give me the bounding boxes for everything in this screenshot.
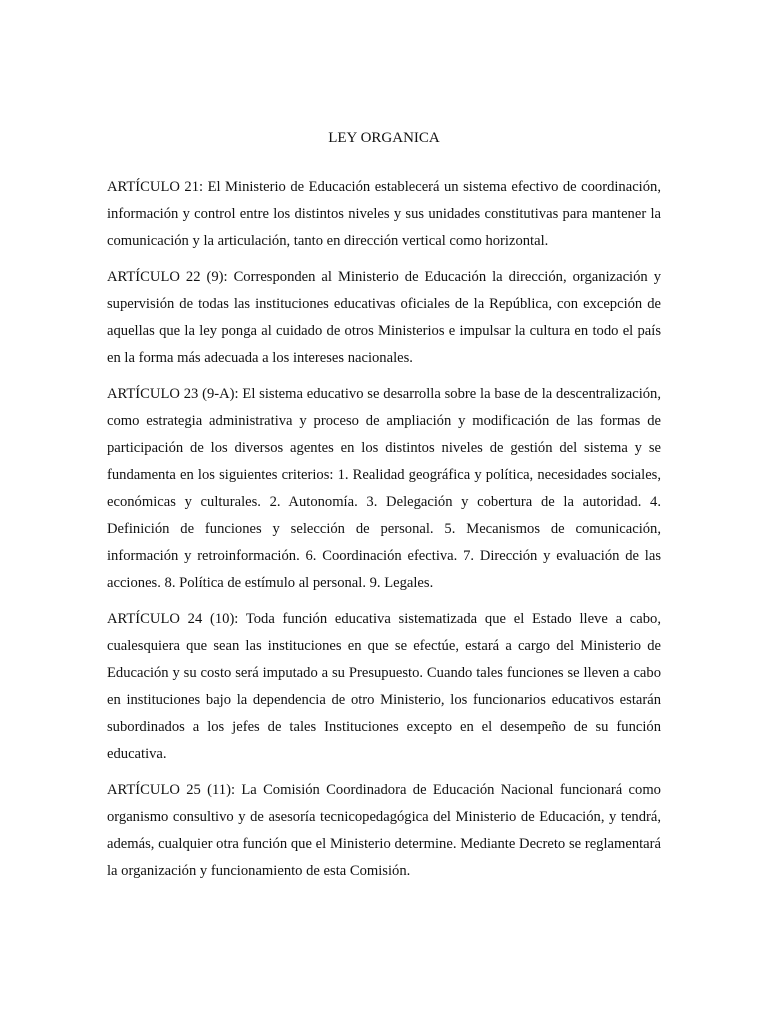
- article-heading: ARTÍCULO 25 (11):: [107, 782, 235, 798]
- document-body: [107, 174, 661, 894]
- article-24: [107, 606, 661, 768]
- article-heading: ARTÍCULO 21:: [107, 179, 204, 195]
- article-heading: ARTÍCULO 24 (10):: [107, 611, 239, 627]
- article-text: Toda función educativa sistematizada que el Estado lleve a cabo, cualesquiera que sean las instituciones en que se efectúe, estará a cargo del Ministerio de Educación y su costo será imputado a su Presupuesto. Cuando tales funciones se lleven a cabo en instituciones bajo la dependencia de otro Ministerio, los funcionarios educativos estarán subordinados a los jefes de tales Instituciones excepto en el desempeño de su función educativa.: [107, 611, 661, 762]
- article-text: El Ministerio de Educación establecerá un sistema efectivo de coordinación, información y control entre los distintos niveles y sus unidades constitutivas para mantener la comunicación y la articulación, tanto en dirección vertical como horizontal.: [107, 179, 661, 249]
- document-title: LEY ORGANICA: [328, 130, 440, 146]
- article-23: [107, 381, 661, 597]
- article-25: [107, 777, 661, 885]
- article-22: [107, 264, 661, 372]
- article-21: [107, 174, 661, 255]
- article-text: Corresponden al Ministerio de Educación la dirección, organización y supervisión de todas las instituciones educativas oficiales de la República, con excepción de aquellas que la ley ponga al cuidado de otros Ministerios e impulsar la cultura en todo el país en la forma más adecuada a los intereses nacionales.: [107, 269, 661, 366]
- article-text: La Comisión Coordinadora de Educación Nacional funcionará como organismo consultivo y de asesoría tecnicopedagógica del Ministerio de Educación, y tendrá, además, cualquier otra función que el Ministerio determine. Mediante Decreto se reglamentará la organización y funcionamiento de esta Comisión.: [107, 782, 661, 879]
- article-heading: ARTÍCULO 22 (9):: [107, 269, 228, 285]
- article-text: El sistema educativo se desarrolla sobre la base de la descentralización, como estrategia administrativa y proceso de ampliación y modificación de las formas de participación de los diversos agentes en los distintos niveles de gestión del sistema y se fundamenta en los siguientes criterios: 1. Realidad geográfica y política, necesidades sociales, económicas y culturales. 2. Autonomía. 3. Delegación y cobertura de la autoridad. 4. Definición de funciones y selección de personal. 5. Mecanismos de comunicación, información y retroinformación. 6. Coordinación efectiva. 7. Dirección y evaluación de las acciones. 8. Política de estímulo al personal. 9. Legales.: [107, 386, 661, 591]
- article-heading: ARTÍCULO 23 (9-A):: [107, 386, 239, 402]
